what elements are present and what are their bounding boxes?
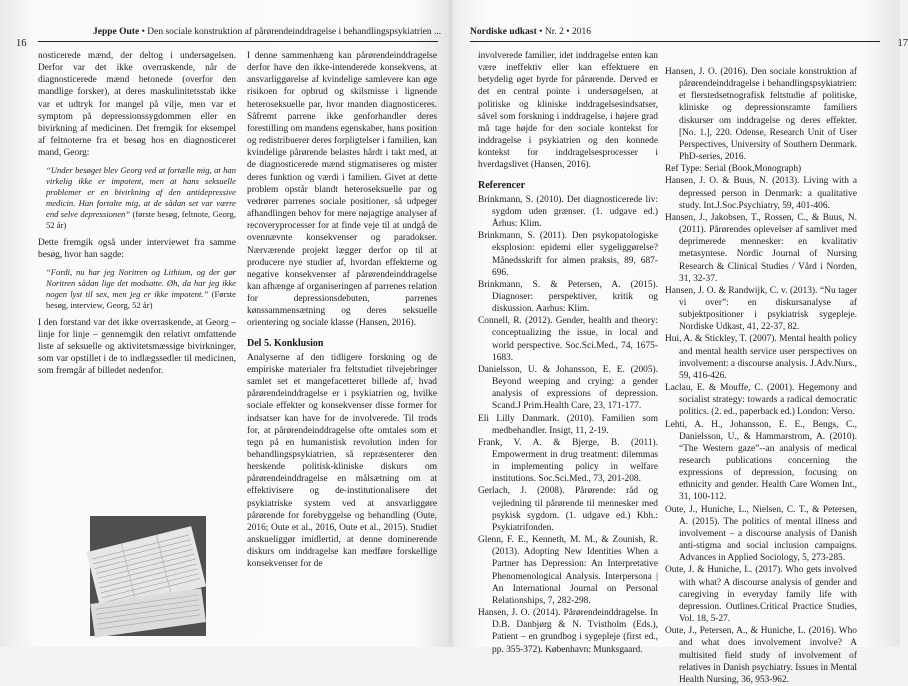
- reference-entry: Connell, R. (2012). Gender, health and theory: conceptualizing the issue, in local and world perspective. Soc.Sci.Med., 74, 1675-1683.: [478, 315, 658, 364]
- body-paragraph: I den forstand var det ikke overraskende, at Georg – linje for linje – gennemgik den relativt omfattende liste af seksuelle og aktivitetsmæssige bivirkninger, som var opstillet i de to indlægssedler til medicinen, som fremgår af billedet nedenfor.: [38, 317, 236, 378]
- running-head-right: [470, 22, 880, 42]
- running-head-left: [38, 22, 438, 42]
- block-quote: [46, 267, 236, 311]
- reference-entry: Hansen, J. O. (2016). Den sociale konstruktion af pårørendeinddragelse i behandlingspsykiatrien: et flerstedsetnografisk feltstudie af politiske, kliniske og depressionsramte familiers diskurser om inddragelse og deres effekter. [No. 1.], 220. Odense, Research Unit of User Perspectives, University of Southern Denmark. PhD-series, 2016.: [665, 66, 857, 163]
- reference-list: [665, 66, 857, 686]
- running-head-separator: •: [539, 27, 542, 37]
- quote-source: (Første besøg, interview, Georg, 52 år): [46, 289, 236, 310]
- body-paragraph: Analyserne af den tidligere forskning og de empiriske materialer fra feltstudiet tilvejebringer samlet set et mangefacetteret billede af, hvad pårørendeinddragelse er i psykiatrien og, hvilke sociale effekter og konsekvenser disse former for indsatser kan have for de involverede. Til trods for, at pårørendeinddragelse ofte omtales som et tegn på en humanistisk revolution inden for behandlingspsykiatrien, så repræsenterer den herskende politisk-kliniske diskurs om pårørendeinddragelse en målsætning om at effektivisere og de-institutionalisere det psykiatriske system ved at ansvarliggøre pårørende for forebyggelse og behandling (Oute, 2016; Oute et al., 2016, Oute et al., 2015). Studiet anskueliggør imidlertid, at denne dominerende diskurs om inddragelse kan medføre forskellige konsekvenser for de: [247, 352, 437, 571]
- reference-entry: Brinkmann, S. (2011). Den psykopatologiske eksplosion: epidemi eller sygeliggørelse? Månedsskrift for almen praksis, 89, 687-696.: [478, 230, 658, 279]
- reference-entry: Hansen, J. O. & Buus, N. (2013). Living with a depressed person in Denmark: a qualitative study. Int.J.Soc.Psychiatry, 59, 401-406.: [665, 175, 857, 211]
- reference-entry: Laclau, E. & Mouffe, C. (2001). Hegemony and socialist strategy: towards a radical democratic politics. (2. ed., paperback ed.) London: Verso.: [665, 382, 857, 418]
- body-paragraph: I denne sammenhæng kan pårørendeinddragelse derfor have den ikke-intenderede konsekvens, at ansvarliggørelse af kvindelige samlevere kan øge risikoen for opbrud og skilsmisse i lignende heteroseksuelle par, hvor manden diagnosticeres. Såfremt parrene ikke genforhandler deres forestilling om mandens egenskaber, hans position og redistribuerer deres forpligtelser i familien, kan kvindelige pårørende belastes hårdt i takt med, at de diagnosticerede mænd stigmatiseres og mister deres funktion og værdi i familien. Givet at dette problem opstår blandt heteroseksuelle par og vedrører parrenes sociale positioner, så udpeger afhandlingen behov for mere nøjagtige analyser af recoveryprocesser for at finde veje til at undgå de ovennævnte konsekvenser og paradokser. Nærværende projekt lægger derfor op til at producere nye studier af, hvordan effekterne og negative konsekvenser af pårørendeinddragelse kan afhænge af organiseringen af parrenes relation for depressionsdebuten, parrenes kønssammensætning og deres seksuelle orientering og sociale klasse (Hansen, 2016).: [247, 50, 437, 330]
- reference-entry: Danielsson, U. & Johansson, E. E. (2005). Beyond weeping and crying: a gender analysis of expressions of depression. Scand.J Prim.Health Care, 23, 171-177.: [478, 364, 658, 413]
- reference-entry: Hansen, J. O. (2014). Pårørendeinddragelse. In D.B. Danbjørg & N. Tvistholm (Eds.), Patient – en grundbog i sygepleje (first ed., pp. 355-372). København: Munksgaard.: [478, 607, 658, 656]
- reference-entry: Hansen, J. O. & Randwijk, C. v. (2013). “Nu tager vi over”: en diskursanalyse af subjektpositioner i psykiatrisk sygepleje. Nordiske Udkast, 41, 22-37, 82.: [665, 285, 857, 334]
- section-heading: Del 5. Konklusion: [247, 338, 437, 350]
- running-head-separator: •: [142, 27, 145, 37]
- reference-entry: Lehti, A. H., Johansson, E. E., Bengs, C., Danielsson, U., & Hammarstrom, A. (2010). “The Western gaze”--an analysis of medical research publications concerning the expressions of depression, focusing on ethnicity and gender. Health Care Women Int., 31, 100-112.: [665, 419, 857, 504]
- right-page: [470, 22, 880, 642]
- reference-entry: Brinkmann, S. (2010). Det diagnosticerede liv: sygdom uden grænser. (1. udgave ed.) Århus: Klim.: [478, 194, 658, 230]
- running-head-journal: [470, 22, 591, 42]
- quote-source: (første besøg, feltnote, Georg, 52 år): [46, 209, 236, 230]
- running-head-separator: •: [566, 27, 569, 37]
- body-paragraph: Dette fremgik også under interviewet fra samme besøg, hvor han sagde:: [38, 237, 236, 261]
- reference-entry: Oute, J., Petersen, A., & Huniche, L. (2016). Who and what does involvement involve? A multisited field study of involvement of relatives in Danish psychiatry. Issues in Mental Health Nursing, 36, 953-962.: [665, 625, 857, 686]
- references-heading: Referencer: [478, 180, 658, 192]
- reference-entry: Gerlach, J. (2008). Pårørende: råd og vejledning til pårørende til mennesker med psykisk sygdom. (1. udgave ed.) Kbh.: Psykiatrifonden.: [478, 485, 658, 534]
- header-rule: [470, 41, 880, 42]
- journal-year: 2016: [572, 27, 591, 37]
- running-head-title: [93, 22, 441, 42]
- reference-entry: Ref Type: Serial (Book,Monograph): [665, 163, 857, 175]
- reference-entry: Frank, V. A. & Bjerge, B. (2011). Empowerment in drug treatment: dilemmas in implementing policy in welfare institutions. Soc.Sci.Med., 73, 201-208.: [478, 437, 658, 486]
- running-head-author: Jeppe Oute: [93, 27, 139, 37]
- block-quote: [46, 165, 236, 230]
- left-column-2: [247, 50, 437, 571]
- journal-name: Nordiske udkast: [470, 27, 537, 37]
- reference-entry: Oute, J., Huniche, L., Nielsen, C. T., & Petersen, A. (2015). The politics of mental illness and involvement – a discourse analysis of Danish anti-stigma and social inclusion campaigns. Advances in Applied Sociology, 5, 273-285.: [665, 504, 857, 565]
- reference-entry: Hansen, J., Jakobsen, T., Rossen, C., & Buus, N. (2011). Pårørendes oplevelser af samlivet med deprimerede mennesker: en kvalitativ metasyntese. Nordic Journal of Nursing Research & Clinical Studies / Vård i Norden, 31, 32-37.: [665, 212, 857, 285]
- body-paragraph: involverede familier, idet inddragelse enten kan være ineffektiv eller kan effektuere en betydelig øget byrde for pårørende. Derved er det en central pointe i undersøgelsen, at politiske og kliniske inddragelsesindsatser, såvel som forskning i inddragelse, i højere grad må tage højde for den sociale kontekst for inddragelse i psykiatrien og den konnede kontekst for inddragelsesprocesser i hverdagslivet (Hansen, 2016).: [478, 50, 658, 172]
- running-head-article-title: Den sociale konstruktion af pårørendeinddragelse i behandlingspsykiatrien ...: [147, 27, 441, 37]
- page-number: 16: [16, 34, 27, 54]
- reference-list: [478, 194, 658, 656]
- journal-issue: Nr. 2: [545, 27, 564, 37]
- left-column-1: [38, 50, 236, 378]
- reference-entry: Brinkmann, S. & Petersen, A. (2015). Diagnoser: perspektiver, kritik og diskussion. Aarhus: Klim.: [478, 279, 658, 315]
- header-rule: [38, 41, 438, 42]
- medicine-leaflets-photo: [90, 516, 206, 636]
- reference-entry: Glenn, F. E., Kenneth, M. M., & Zounish, R. (2013). Adopting New Identities When a Partner has Depression: An Interpretative Phenomenological Analysis. Interpersona | An International Journal on Personal Relationships, 7, 282-298.: [478, 534, 658, 607]
- reference-entry: Hui, A. & Stickley, T. (2007). Mental health policy and mental health service user perspectives on involvement: a discourse analysis. J.Adv.Nurs., 59, 416-426.: [665, 333, 857, 382]
- right-column-1: [478, 50, 658, 656]
- right-column-2: [665, 66, 857, 686]
- reference-entry: Eli Lilly Danmark. (2010). Familien som medbehandler. Insigt, 11, 2-19.: [478, 413, 658, 437]
- reference-entry: Oute, J. & Huniche, L. (2017). Who gets involved with what? A discourse analysis of gender and caregiving in everyday family life with depression. Outlines.Critical Practice Studies, Vol. 18, 5-27.: [665, 564, 857, 625]
- body-paragraph: nosticerede mænd, der deltog i undersøgelsen. Derfor var det ikke overraskende, når de diagnosticerede mænd betonede (overfor den mandlige forsker), at deres maskulinitetsstab ikke var et udtryk for mangel på vilje, men var et symptom på depressionssygdommen eller en bivirkning af medicinen. Det fremgik for eksempel af feltnoterne fra et besøg hos en diagnosticeret mand, Georg:: [38, 50, 236, 159]
- page-number: 17: [898, 34, 908, 54]
- quote-text: “Fordi, nu har jeg Noritren og Lithium, og der gør Noritren sådan lige det modsatte. Øh, da har jeg ikke nogen lyst til sex, men jeg er ikke impotent.”: [46, 267, 236, 299]
- quote-text: “Under besøget blev Georg ved at fortælle mig, at han virkelig ikke er impotent, men at hans seksuelle problemer er en bivirkning af den antidepressive medicin. Han fortalte mig, at de sådan set var værre end selve depressionen”: [46, 165, 236, 219]
